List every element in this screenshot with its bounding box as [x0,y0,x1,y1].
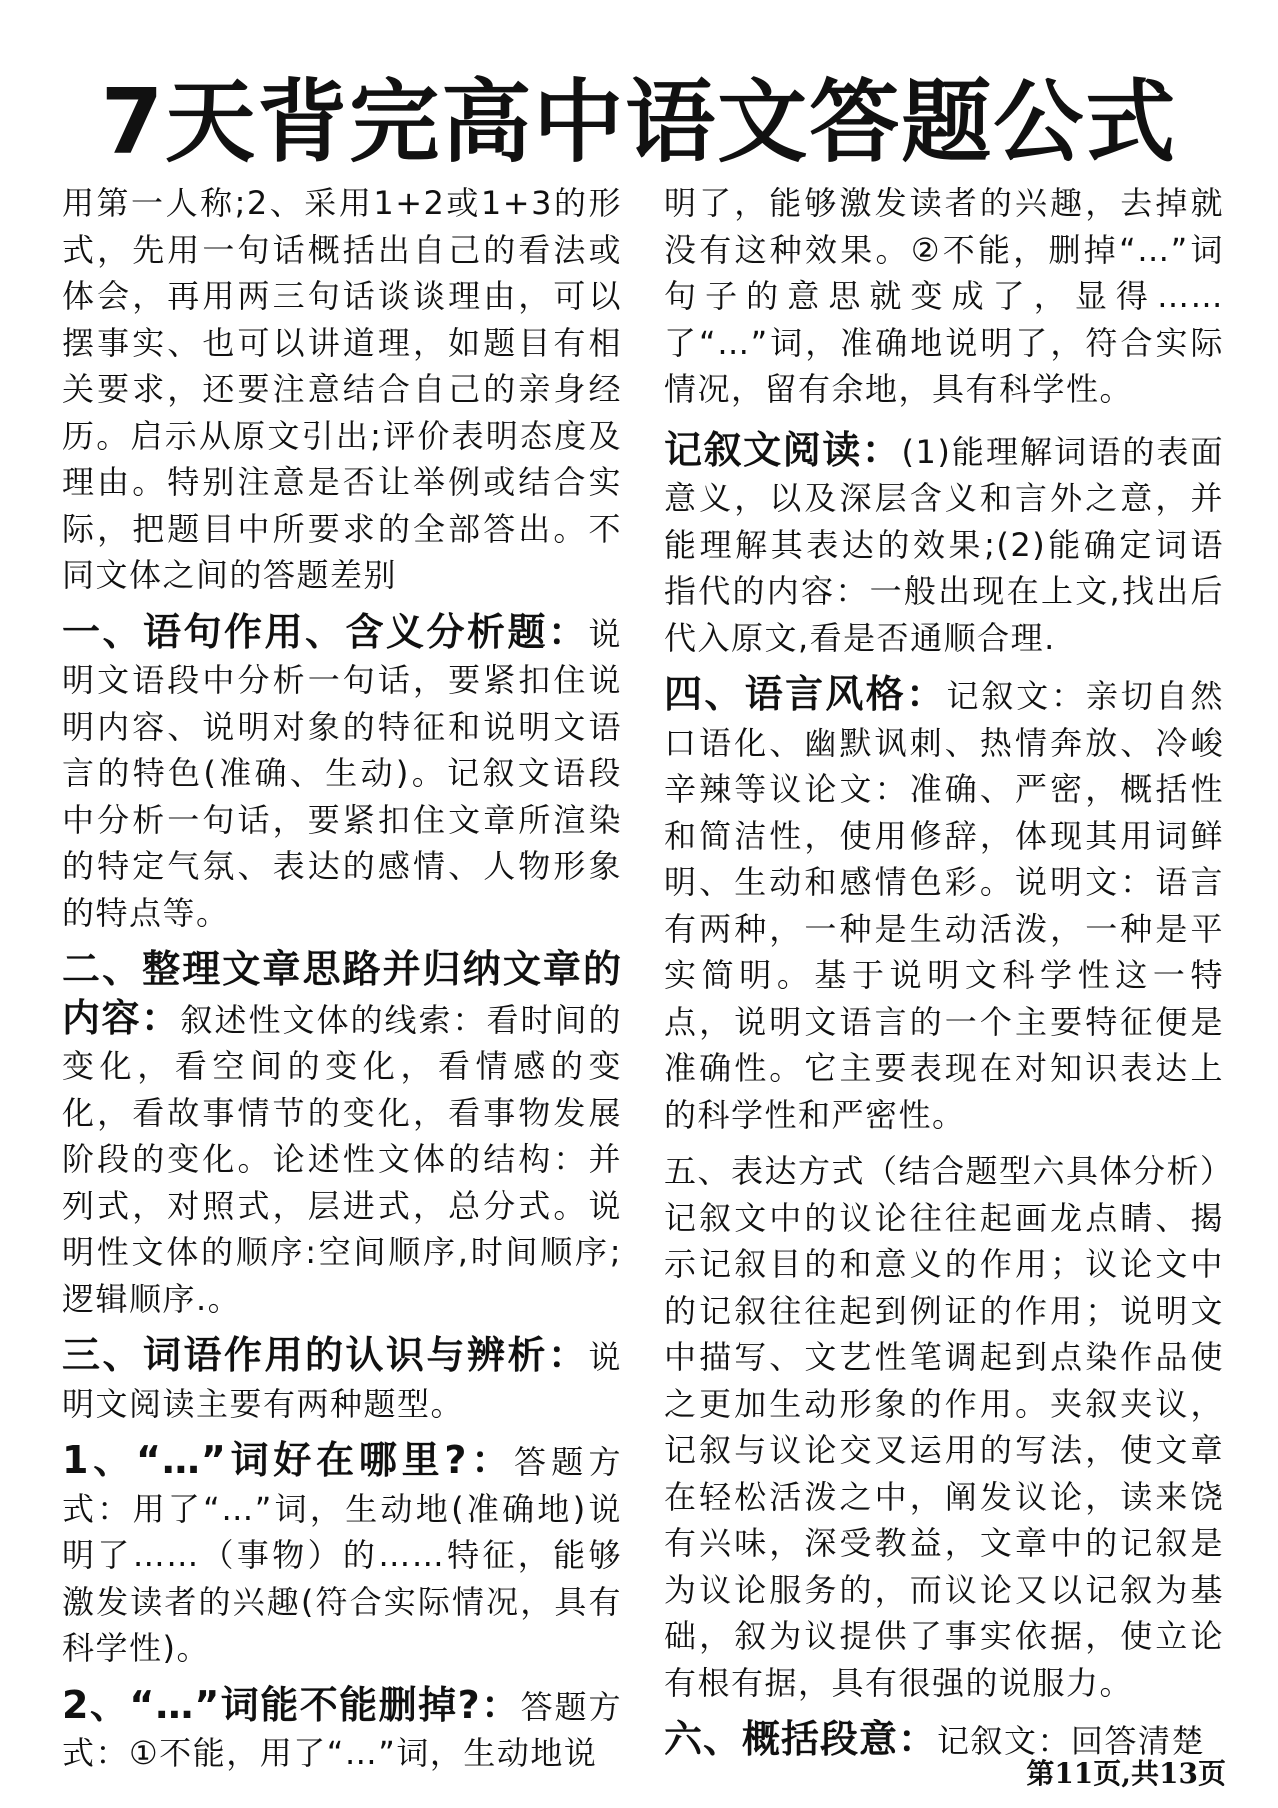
section-heading: 四、语言风格： [664,672,947,716]
section-body: 说明文阅读主要有两种题型。 [62,1338,622,1423]
section-heading: 三、词语作用的认识与辨析： [62,1333,589,1377]
question-type-2 [62,1682,622,1777]
section-expression-heading: 五、表达方式（结合题型六具体分析） [664,1152,1234,1190]
section-expression-body: 记叙文中的议论往往起画龙点睛、揭示记叙目的和意义的作用；议论文中的记叙往往起到例证的作用；说明文中描写、文艺性笔调起到点染作品使之更加生动形象的作用。夹叙夹议，记叙与议论交叉运用的写法，使文章在轻松活泼之中，阐发议论，读来饶有兴味，深受教益，文章中的记叙是为议论服务的，而议论又以记叙为基础，叙为议提供了事实依据，使立论有根有据，具有很强的说服力。 [664,1198,1224,1702]
question-type-1 [62,1437,622,1672]
left-column [62,180,622,1787]
section-word-function [62,1332,622,1427]
question-body: 答题方式：用了“…”词，生动地(准确地)说明了……（事物）的……特征，能够激发读者的兴趣(符合实际情况，具有科学性)。 [62,1443,622,1667]
section-heading: 一、语句作用、含义分析题： [62,609,589,654]
continued-paragraph: 明了，能够激发读者的兴趣，去掉就没有这种效果。②不能，删掉“…”词句子的意思就变成了，显得…… 了“…”词，准确地说明了，符合实际情况，留有余地，具有科学性。 [664,184,1224,408]
question-heading: 2、“…”词能不能删掉?： [62,1682,521,1727]
right-column [664,180,1234,1775]
section-body: 记叙文：回答清楚 [937,1722,1206,1760]
section-heading: 六、概括段意： [664,1717,938,1761]
question-body: 答题方式：①不能，用了“…”词，生动地说 [62,1687,622,1772]
section-body: 说明文语段中分析一句话，要紧扣住说明内容、说明对象的特征和说明文语言的特色(准确、生动)。记叙文语段中分析一句话，要紧扣住文章所渲染的特定气氛、表达的感情、人物形象的特点等。 [62,614,622,932]
section-body: 记叙文：亲切自然口语化、幽默讽刺、热情奔放、冷峻辛辣等议论文：准确、严密，概括性和简洁性，使用修辞，体现其用词鲜明、生动和感情色彩。说明文：语言有两种，一种是生动活泼，一种是平实简明。基于说明文科学性这一特点，说明文语言的一个主要特征便是准确性。它主要表现在对知识表达上的科学性和严密性。 [664,677,1224,1134]
page-title: 7天背完高中语文答题公式 [100,70,1178,175]
section-language-style [664,671,1224,1138]
section-heading: 记叙文阅读： [664,427,902,472]
section-body: 叙述性文体的线索：看时间的变化，看空间的变化，看情感的变化，看故事情节的变化，看事物发展阶段的变化。论述性文体的结构：并列式，对照式，层进式，总分式。说明性文体的顺序:空间顺序,时间顺序;逻辑顺序.。 [62,1000,622,1318]
question-heading: 1、“…”词好在哪里?： [62,1438,514,1482]
section-body: (1)能理解词语的表面意义，以及深层含义和言外之意，并能理解其表达的效果;(2)能确定词语指代的内容：一般出现在上文,找出后代入原文,看是否通顺合理. [664,432,1224,657]
section-sentence-analysis [62,609,622,937]
intro-paragraph: 用第一人称;2、采用1+2或1+3的形式，先用一句话概括出自己的看法或体会，再用两三句话谈谈理由，可以摆事实、也可以讲道理，如题目有相关要求，还要注意结合自己的亲身经历。启示从原文引出;评价表明态度及理由。特别注意是否让举例或结合实际，把题目中所要求的全部答出。不同文体之间的答题差别 [62,184,622,594]
section-narrative-reading [664,427,1224,662]
section-heading: 二、整理文章思路并归纳文章的内容： [62,947,622,1040]
section-article-structure [62,946,622,1322]
page-number: 第11页,共13页 [1026,1757,1226,1790]
